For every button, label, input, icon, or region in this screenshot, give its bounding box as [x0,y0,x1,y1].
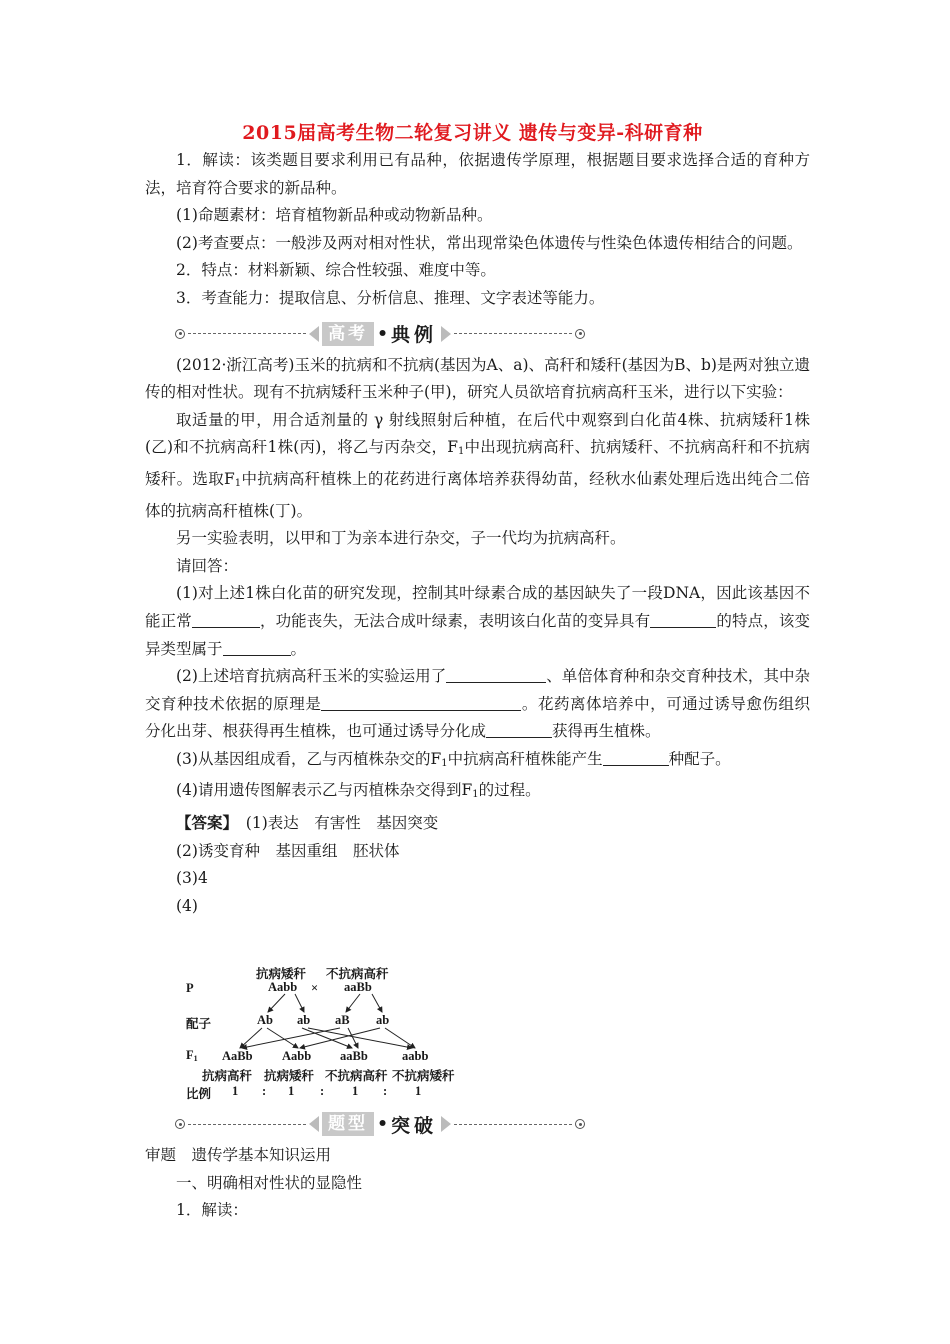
banner-word: 典例 [390,324,437,347]
intro-paragraph-5: 3．考查能力：提取信息、分析信息、推理、文字表述等能力。 [176,288,605,307]
ratio-value: 1 [288,1084,295,1098]
banner-bullet: • [377,1114,388,1134]
example-paragraph-3: 另一实验表明，以甲和丁为亲本进行杂交，子一代均为抗病高秆。 [176,529,626,548]
section-banner-tixing [175,1106,585,1142]
answer-blank[interactable] [650,609,716,628]
banner-dot-icon [175,1119,185,1129]
offspring-phenotype: 抗病矮秆 [264,1069,315,1083]
parent2-genotype: aaBb [344,980,372,994]
ratio-separator: : [383,1084,388,1098]
banner-dot-icon [575,329,585,339]
gamete: Ab [257,1013,273,1027]
ratio-label: 比例 [186,1087,212,1101]
offspring-phenotype: 抗病高秆 [202,1069,253,1083]
parent1-genotype: Aabb [268,980,298,994]
offspring-phenotype: 不抗病矮秆 [392,1069,455,1083]
ratio-separator: : [320,1084,325,1098]
intro-paragraph-4: 2．特点：材料新颖、综合性较强、难度中等。 [176,261,496,280]
ratio-value: 1 [232,1084,239,1098]
ratio-value: 1 [352,1084,359,1098]
banner-bullet: • [377,323,388,344]
banner-left-arrow-icon [309,1116,319,1132]
gamete: ab [297,1013,311,1027]
section-banner-gaokao [175,316,585,352]
section-heading-1: 审题 遗传学基本知识运用 [145,1146,332,1164]
banner-dashes [188,333,306,334]
banner-dashes [188,1124,306,1125]
document-title: 2015届高考生物二轮复习讲义 遗传与变异-科研育种 [242,122,703,144]
banner-left-arrow-icon [309,326,319,342]
gamete: ab [376,1013,390,1027]
offspring-phenotype: 不抗病高秆 [325,1069,388,1083]
answer-line-1: 【答案】 (1)表达 有害性 基因突变 [176,813,439,833]
cross-symbol: × [311,981,319,995]
question-2: (2)上述培育抗病高秆玉米的实验运用了 、单倍体育种和杂交育种技术，其中杂交育种技术依据的原理是 。花药离体培养中，可通过诱导愈伤组织分化出芽、根获得再生植株，也可通过诱导分化成 获得再生植株。 [145,663,810,746]
answer-blank[interactable] [223,637,291,656]
banner-dashes [454,333,572,334]
banner-dot-icon [575,1119,585,1129]
intro-paragraph-2: (1)命题素材：培育植物新品种或动物新品种。 [176,206,493,225]
banner-right-arrow-icon [441,1116,451,1132]
offspring-genotype: Aabb [282,1049,312,1063]
answer-blank[interactable] [486,719,552,738]
document-page-lower [145,1106,810,1225]
answer-blank[interactable] [321,692,521,711]
question-3: (3)从基因组成看，乙与丙植株杂交的$F_1$中抗病高秆植株能产生 种配子。 [145,746,810,778]
banner-right-arrow-icon [441,326,451,342]
genetic-cross-diagram [180,960,470,1100]
question-1: (1)对上述1株白化苗的研究发现，控制其叶绿素合成的基因缺失了一段DNA，因此该基因不能正常 ，功能丧失，无法合成叶绿素，表明该白化苗的变异具有 的特点，该变异类型属于 。 [145,584,810,658]
answer-blank[interactable] [192,609,260,628]
answer-label: 【答案】 [176,813,231,833]
ratio-separator: : [262,1084,267,1098]
answer-blank[interactable] [603,747,669,766]
section-heading-2: 一、明确相对性状的显隐性 [176,1173,363,1192]
offspring-genotype: aaBb [340,1049,368,1063]
answer-line-4: (4) [176,896,198,915]
answer-line-2: (2)诱变育种 基因重组 胚状体 [176,841,400,860]
answer-line-3: (3)4 [176,869,208,888]
banner-box-label: 题型 [322,1112,374,1136]
offspring-genotype: AaBb [222,1049,253,1063]
question-4: (4)请用遗传图解表示乙与丙植株杂交得到$F_1$的过程。 [176,781,541,801]
offspring-genotype: aabb [402,1049,429,1063]
gamete-label: 配子 [186,1017,212,1031]
banner-dot-icon [175,329,185,339]
document-page [145,118,810,920]
banner-dashes [454,1124,572,1125]
example-paragraph-1: (2012·浙江高考)玉米的抗病和不抗病(基因为A、a)、高秆和矮秆(基因为B、b)是两对独立遗传的相对性状。现有不抗病矮秆玉米种子(甲)，研究人员欲培育抗病高秆玉米，进行以下实验： [145,355,810,402]
ratio-value: 1 [415,1084,422,1098]
example-paragraph-4: 请回答： [176,556,239,575]
answer-blank[interactable] [446,664,546,683]
example-paragraph-2: 取适量的甲，用合适剂量的 γ 射线照射后种植，在后代中观察到白化苗4株、抗病矮秆1株(乙)和不抗病高秆1株(丙)，将乙与丙杂交，$F_1$中出现抗病高秆、抗病矮秆、不抗病高秆和不抗病矮秆。选取$F_1$中抗病高秆植株上的花药进行离体培养获得幼苗，经秋水仙素处理后选出纯合二倍体的抗病高秆植株(丁)。 [145,410,810,520]
gamete: aB [335,1013,350,1027]
p-generation-label: P [186,981,194,995]
section-heading-3: 1．解读： [176,1201,248,1220]
f1-label: F1 [186,1048,198,1063]
parent1-phenotype: 抗病矮秆 [256,967,307,981]
banner-word: 突破 [390,1114,437,1137]
banner-box-label: 高考 [322,322,374,346]
intro-paragraph-3: (2)考查要点：一般涉及两对相对性状，常出现常染色体遗传与性染色体遗传相结合的问题。 [176,233,803,252]
parent2-phenotype: 不抗病高秆 [326,967,389,981]
intro-paragraph-1: 1．解读：该类题目要求利用已有品种，依据遗传学原理，根据题目要求选择合适的育种方法，培育符合要求的新品种。 [145,151,810,197]
